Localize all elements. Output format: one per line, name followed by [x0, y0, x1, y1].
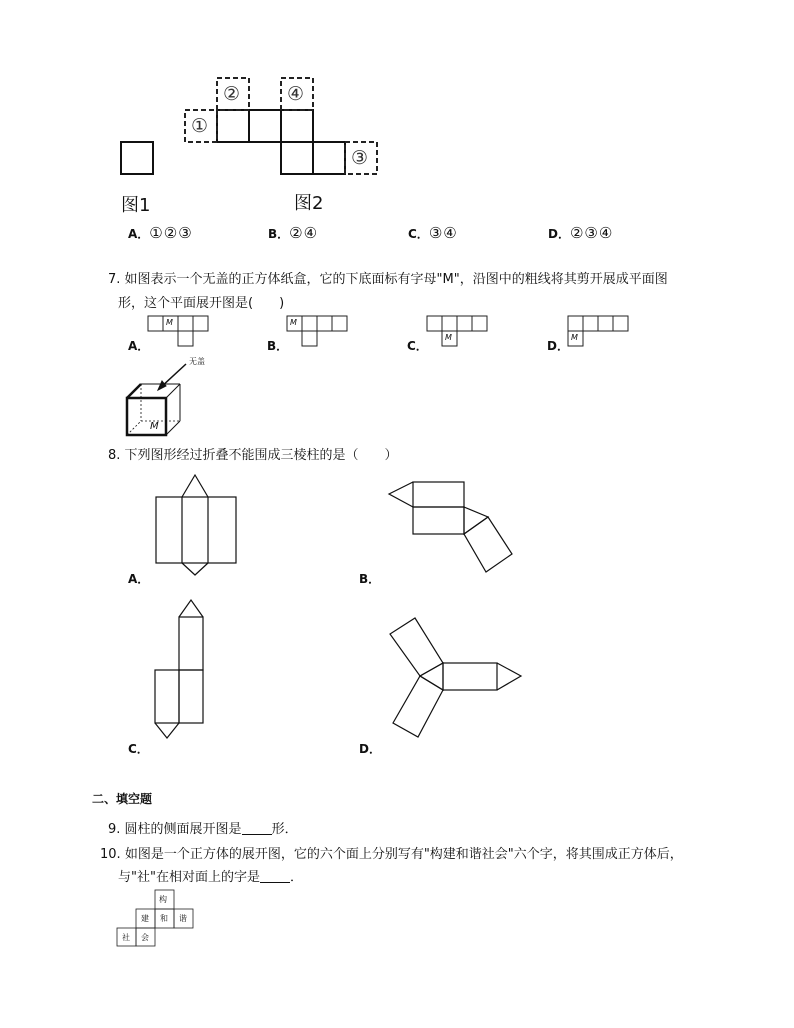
q10-cell-top: 构	[159, 895, 167, 904]
q7-cube-note: 无盖	[189, 357, 205, 366]
fig2-net	[217, 110, 345, 174]
circle-3: ③	[351, 147, 369, 169]
fig1-label: 图1	[121, 195, 151, 216]
q7-cube-letter: M	[150, 421, 159, 432]
q10-line2: 与"社"在相对面上的字是 ．	[118, 870, 303, 885]
q6-option-d[interactable]: D．②③④	[548, 224, 614, 242]
q7-option-c[interactable]: C．	[407, 339, 428, 353]
q7-cube	[0, 350, 794, 440]
q7-option-d[interactable]: D．	[547, 339, 569, 353]
q9-blank[interactable]	[242, 822, 272, 835]
q8-option-a[interactable]: A．	[128, 572, 150, 586]
q10-net	[0, 880, 794, 950]
q10-cell-mid3: 谐	[179, 914, 187, 923]
q7-line1: 7. 如图表示一个无盖的正方体纸盒，它的下底面标有字母"M"，沿图中的粗线将其剪开展成平面图	[108, 272, 668, 287]
fig1-square	[121, 142, 153, 174]
q8-text: 8. 下列图形经过折叠不能围成三棱柱的是（ ）	[108, 448, 398, 463]
circle-4: ④	[287, 83, 305, 105]
q7-a-m: M	[166, 318, 173, 327]
q6-option-c[interactable]: C．③④	[408, 224, 458, 242]
q7-option-b[interactable]: B．	[267, 339, 289, 353]
q6-option-b[interactable]: B．②④	[268, 224, 319, 242]
section-title: 二、填空题	[92, 792, 153, 806]
q7-net-c	[427, 316, 487, 346]
q10-cell-mid1: 建	[141, 914, 149, 923]
q10-cell-mid2: 和	[160, 914, 168, 923]
q7-line2: 形，这个平面展开图是( )	[118, 296, 285, 311]
q6-figure	[0, 0, 794, 220]
q8-option-c[interactable]: C．	[128, 742, 149, 756]
q10-cell-bot2: 会	[141, 933, 149, 942]
q8-option-d[interactable]: D．	[359, 742, 381, 756]
circle-1: ①	[191, 115, 209, 137]
circle-2: ②	[223, 83, 241, 105]
q7-options-nets	[0, 310, 794, 350]
fig2-label: 图2	[294, 193, 324, 214]
q8-figures	[0, 470, 794, 770]
q8-net-c	[155, 600, 203, 738]
q7-option-a[interactable]: A．	[128, 339, 150, 353]
q8-option-b[interactable]: B．	[359, 572, 381, 586]
q6-option-a[interactable]: A．①②③	[128, 224, 193, 242]
q7-b-m: M	[290, 318, 297, 327]
q10-line1: 10. 如图是一个正方体的展开图，它的六个面上分别写有"构建和谐社会"六个字，将其围成正方体后，	[100, 847, 683, 862]
q7-d-m: M	[571, 333, 578, 342]
q9-text: 9. 圆柱的侧面展开图是 形．	[108, 822, 298, 837]
q7-c-m: M	[445, 333, 452, 342]
q10-cell-bot1: 社	[122, 933, 130, 942]
q8-net-b	[389, 482, 512, 572]
q8-net-d	[390, 618, 521, 737]
q7-net-a	[148, 316, 208, 346]
q8-net-a	[156, 475, 236, 575]
